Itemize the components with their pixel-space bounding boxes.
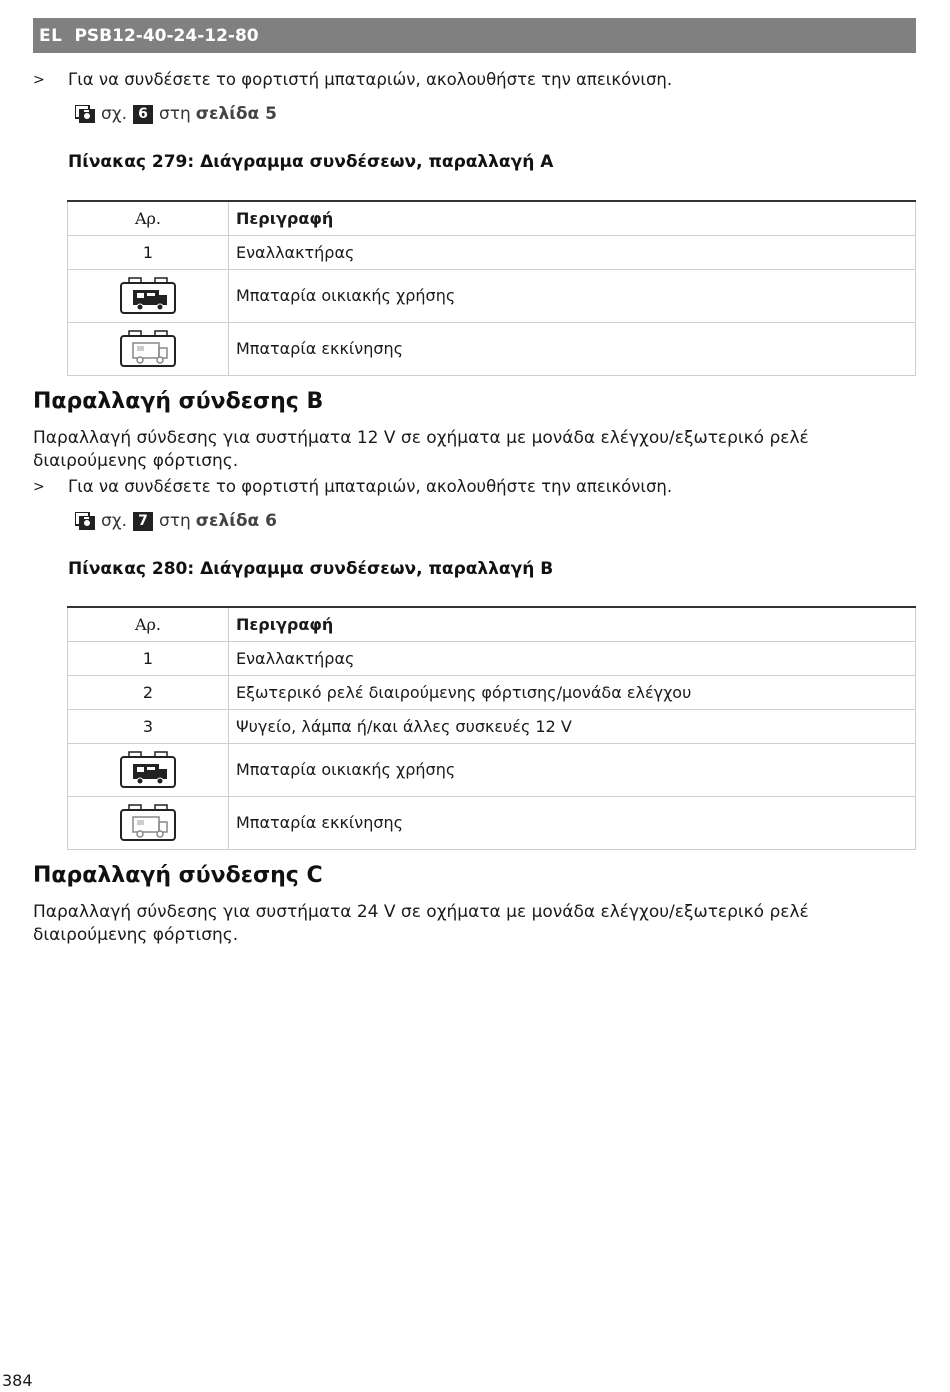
col-header-description: Περιγραφή — [229, 607, 916, 641]
section-heading-b: Παραλλαγή σύνδεσης B — [33, 389, 324, 414]
row-description: Εξωτερικό ρελέ διαιρούμενης φόρτισης/μονάδα ελέγχου — [229, 675, 916, 709]
language-code: EL — [39, 25, 63, 46]
row-description: Μπαταρία οικιακής χρήσης — [229, 269, 916, 322]
row-number: 2 — [68, 675, 229, 709]
row-description: Μπαταρία εκκίνησης — [229, 322, 916, 375]
col-header-number: Αρ. — [68, 201, 229, 235]
row-number: 1 — [68, 235, 229, 269]
row-description: Εναλλακτήρας — [229, 641, 916, 675]
table-row — [68, 675, 916, 709]
instruction-step-b — [33, 477, 672, 496]
figure-page-link[interactable]: σελίδα 6 — [195, 511, 277, 531]
section-heading-c: Παραλλαγή σύνδεσης C — [33, 863, 323, 888]
step-bullet: > — [33, 71, 45, 88]
table-row — [68, 269, 916, 322]
house-battery-icon — [119, 751, 177, 789]
row-number: 3 — [68, 709, 229, 743]
figure-mid: στη — [159, 511, 191, 531]
figure-mid: στη — [159, 104, 191, 124]
header-bar — [33, 18, 916, 53]
figure-prefix: σχ. — [101, 104, 127, 124]
row-description: Μπαταρία εκκίνησης — [229, 796, 916, 849]
row-description: Εναλλακτήρας — [229, 235, 916, 269]
table-row — [68, 796, 916, 849]
figure-number: 6 — [133, 105, 153, 124]
table-row — [68, 322, 916, 375]
figure-prefix: σχ. — [101, 511, 127, 531]
model-name: PSB12-40-24-12-80 — [74, 25, 259, 46]
table-row — [68, 641, 916, 675]
table-a — [67, 200, 916, 376]
figure-page-link[interactable]: σελίδα 5 — [195, 104, 277, 124]
table-title-b: Πίνακας 280: Διάγραμμα συνδέσεων, παραλλαγή B — [68, 559, 554, 579]
camera-icon — [75, 512, 95, 530]
step-bullet: > — [33, 478, 45, 495]
page-number: 384 — [2, 1371, 33, 1390]
figure-reference-a[interactable] — [75, 104, 277, 124]
starter-battery-icon — [119, 330, 177, 368]
col-header-number: Αρ. — [68, 607, 229, 641]
row-number: 1 — [68, 641, 229, 675]
row-description: Μπαταρία οικιακής χρήσης — [229, 743, 916, 796]
camera-icon — [75, 105, 95, 123]
table-title-a: Πίνακας 279: Διάγραμμα συνδέσεων, παραλλαγή A — [68, 152, 554, 172]
starter-battery-icon — [119, 804, 177, 842]
col-header-description: Περιγραφή — [229, 201, 916, 235]
figure-reference-b[interactable] — [75, 511, 277, 531]
table-b — [67, 606, 916, 850]
table-row — [68, 235, 916, 269]
section-paragraph-b: Παραλλαγή σύνδεσης για συστήματα 12 V σε οχήματα με μονάδα ελέγχου/εξωτερικό ρελέ διαιρούμενης φόρτισης. — [33, 428, 809, 471]
instruction-step-a — [33, 70, 672, 89]
house-battery-icon — [119, 277, 177, 315]
table-header-row — [68, 607, 916, 641]
figure-number: 7 — [133, 512, 153, 531]
step-text: Για να συνδέσετε το φορτιστή μπαταριών, ακολουθήστε την απεικόνιση. — [68, 70, 673, 89]
step-text: Για να συνδέσετε το φορτιστή μπαταριών, ακολουθήστε την απεικόνιση. — [68, 477, 673, 496]
table-header-row — [68, 201, 916, 235]
table-row — [68, 743, 916, 796]
row-description: Ψυγείο, λάμπα ή/και άλλες συσκευές 12 V — [229, 709, 916, 743]
table-row — [68, 709, 916, 743]
section-paragraph-c: Παραλλαγή σύνδεσης για συστήματα 24 V σε οχήματα με μονάδα ελέγχου/εξωτερικό ρελέ διαιρούμενης φόρτισης. — [33, 902, 809, 945]
